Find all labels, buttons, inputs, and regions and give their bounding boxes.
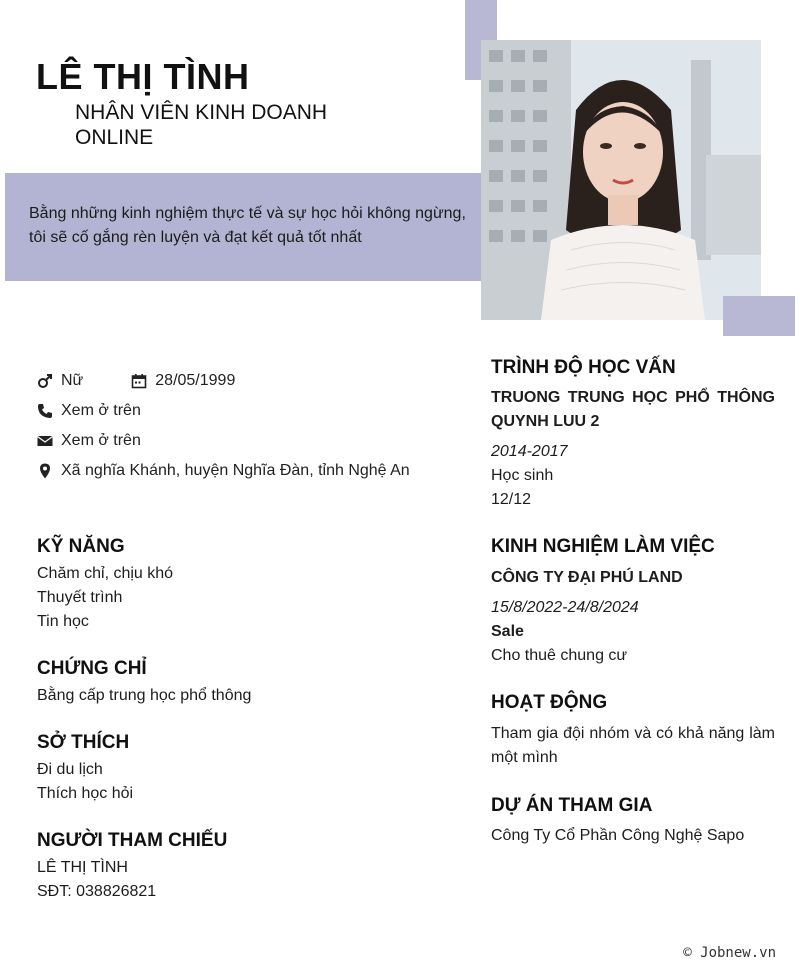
- school-name: TRUONG TRUNG HỌC PHỔ THÔNG QUYNH LUU 2: [491, 389, 775, 430]
- address-row: [37, 462, 410, 480]
- gender-birthdate-row: [37, 372, 235, 390]
- activities-text: Tham gia đội nhóm và có khả năng làm một mình: [491, 725, 775, 766]
- mail-icon: [37, 433, 53, 449]
- phone-icon: [37, 403, 53, 419]
- skill-item: Chăm chỉ, chịu khó: [37, 565, 174, 582]
- education-role: Học sinh: [491, 467, 554, 484]
- education-heading: TRÌNH ĐỘ HỌC VẤN: [491, 357, 676, 378]
- certificate-item: Bằng cấp trung học phổ thông: [37, 687, 252, 704]
- email-value: Xem ở trên: [61, 432, 141, 449]
- certificates-heading: CHỨNG CHỈ: [37, 658, 147, 679]
- skills-heading: KỸ NĂNG: [37, 536, 125, 557]
- profile-photo: [481, 40, 761, 320]
- hobbies-heading: SỞ THÍCH: [37, 732, 130, 753]
- skill-item: Thuyết trình: [37, 589, 123, 606]
- address-value: Xã nghĩa Khánh, huyện Nghĩa Đàn, tỉnh Nghệ An: [61, 462, 410, 479]
- reference-name: LÊ THỊ TÌNH: [37, 859, 128, 876]
- summary-text: Bằng những kinh nghiệm thực tế và sự học hỏi không ngừng, tôi sẽ cố gắng rèn luyện và đạt kết quả tốt nhất: [29, 205, 466, 246]
- job-title: NHÂN VIÊN KINH DOANH ONLINE: [75, 101, 328, 149]
- experience-heading: KINH NGHIỆM LÀM VIỆC: [491, 536, 715, 557]
- hobby-item: Đi du lịch: [37, 761, 103, 778]
- references-heading: NGƯỜI THAM CHIẾU: [37, 830, 228, 851]
- calendar-icon: [131, 373, 147, 389]
- company-name: CÔNG TY ĐẠI PHÚ LAND: [491, 569, 683, 586]
- education-period: 2014-2017: [491, 443, 568, 460]
- experience-position: Sale: [491, 623, 524, 640]
- location-pin-icon: [37, 463, 53, 479]
- gender-value: Nữ: [61, 372, 84, 389]
- candidate-name: LÊ THỊ TÌNH: [36, 56, 250, 97]
- decorative-accent-bottom: [723, 296, 795, 336]
- projects-text: Công Ty Cổ Phần Công Nghệ Sapo: [491, 827, 745, 844]
- experience-period: 15/8/2022-24/8/2024: [491, 599, 639, 616]
- phone-value: Xem ở trên: [61, 402, 141, 419]
- projects-heading: DỰ ÁN THAM GIA: [491, 795, 653, 816]
- reference-phone: SĐT: 038826821: [37, 883, 157, 900]
- education-grade: 12/12: [491, 491, 532, 508]
- hobby-item: Thích học hỏi: [37, 785, 134, 802]
- phone-row: [37, 402, 141, 420]
- email-row: [37, 432, 141, 450]
- skill-item: Tin học: [37, 613, 89, 630]
- birthdate-value: 28/05/1999: [155, 372, 236, 389]
- gender-icon: [37, 373, 53, 389]
- experience-description: Cho thuê chung cư: [491, 647, 628, 664]
- footer-copyright: © Jobnew.vn: [683, 945, 776, 961]
- activities-heading: HOẠT ĐỘNG: [491, 692, 608, 713]
